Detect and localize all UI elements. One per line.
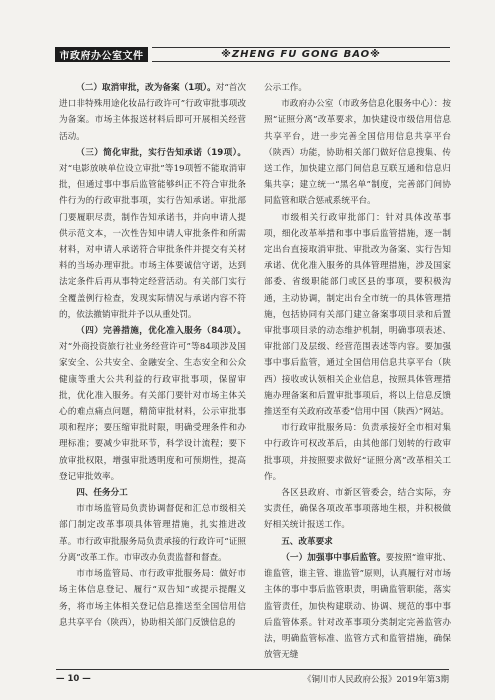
body-paragraph <box>264 96 451 209</box>
paragraph-lead: （一）加强事中事后监管。 <box>281 552 386 563</box>
paragraph-text: 市行政审批服务局：负责承接好全市相对集中行政许可权改革后，由其他部门划转的行政审批事项，并按照要求做好“证照分离”改革相关工作。 <box>264 423 451 482</box>
header-publication-title: ※ZHENG FU GONG BAO※ <box>152 47 450 62</box>
paragraph-text: 各区县政府、市新区管委会，结合实际，夯实责任，确保各项改革事项落地生根，并积极做好相关统计报送工作。 <box>264 488 451 531</box>
footer-divider <box>56 669 449 670</box>
body-paragraph <box>264 420 451 485</box>
section-heading: 五、改革要求 <box>281 536 333 547</box>
page-number: — 10 — <box>56 674 91 684</box>
publication-issue: 《铜川市人民政府公报》2019年第3期 <box>302 675 449 685</box>
body-paragraph <box>264 550 451 663</box>
page-footer <box>56 672 449 686</box>
body-paragraph: 公示工作。 <box>264 83 307 93</box>
paragraph-text: 对“外商投资旅行社业务经营许可”等84项涉及国家安全、公共安全、金融安全、生态安全和公众健康等重大公共利益的行政审批事项，保留审批，优化准入服务。有关部门要针对市场主体关心的难点痛点问题，精简审批材料，公示审批事项和程序；要压缩审批时限，明确受理条件和办理标准；要减少审批环节，科学设计流程；要下放审批权限，增强审批透明度和可预期性，提高登记审批效率。 <box>59 342 246 482</box>
body-paragraph <box>59 501 246 566</box>
body-paragraph <box>59 323 246 485</box>
body-paragraph <box>264 210 451 421</box>
page-header <box>55 47 450 62</box>
right-text-column <box>264 80 451 661</box>
paragraph-text: 市级相关行政审批部门：针对具体改革事项，细化改革举措和事中事后监管措施，逐一制定出台直接取消审批、审批改为备案、实行告知承诺、优化准入服务的具体管理措施，涉及国家部委、省级职能部门或区县的事项，要积极沟通，主动协调，制定出台全市统一的具体管理措施，包括协同有关部门建立备案事项目录和后置审批事项目录的动态维护机制，明确事项表述、审批部门及层级、经营范围表述等内容。要加强事中事后监管，通过全国信用信息共享平台（陕西）接收或认领相关企业信息，按照具体管理措施办理备案和后置审批事项后，将以上信息反馈推送至有关政府改革委“信用中国（陕西）”网站。 <box>264 212 451 418</box>
header-section-title: 市政府办公室文件 <box>55 47 148 62</box>
body-paragraph <box>59 145 246 323</box>
body-paragraph <box>59 566 246 631</box>
paragraph-lead: （二）取消审批，改为备案（1项）。 <box>76 83 216 93</box>
body-paragraph <box>264 485 451 534</box>
paragraph-text: 市市场监管局、市行政审批服务局：做好市场主体信息登记、履行“双告知”或提示提醒义务，将市场主体相关登记信息推送至全国信用信息共享平台（陕西），协助相关部门反馈信息的 <box>59 569 246 628</box>
paragraph-text: 市政府办公室（市政务信息化服务中心）：按照“证照分离”改革要求，加快建设市级信用信息共享平台，进一步完善全国信用信息共享平台（陕西）功能，协助相关部门做好信息搜集、传送工作，加快建立部门间信息互联互通和信息归集共享；建立统一“黑名单”制度，完善部门间协同监管和联合惩戒系统平台。 <box>264 99 451 207</box>
paragraph-text: 市市场监管局负责协调督促和汇总市级相关部门制定改革事项具体管理措施，扎实推进改革。市行政审批服务局负责承接的行政许可“证照分离”改革工作。市审改办负责监督和督查。 <box>59 504 246 563</box>
section-heading: 四、任务分工 <box>76 488 128 499</box>
paragraph-text: 对“电影放映单位设立审批”等19项暂不能取消审批，但通过事中事后监管能够纠正不符合审批条件行为的行政审批事项，实行告知承诺。审批部门要履职尽责，制作告知承诺书，并向申请人提供示范文本，一次性告知申请人审批条件和所需材料，对申请人承诺符合审批条件并提交有关材料的当场办理审批。市场主体要诚信守诺，达到法定条件后再从事特定经营活动。有关部门实行全覆盖例行检查，发现实际情况与承诺内容不符的，依法撤销审批并予以从重处罚。 <box>59 164 246 320</box>
left-text-column <box>59 80 246 635</box>
paragraph-lead: （四）完善措施，优化准入服务（84项）。 <box>76 326 246 337</box>
paragraph-lead: （三）简化审批，实行告知承诺（19项）。 <box>76 147 246 158</box>
paragraph-text: 对“首次进口非特殊用途化妆品行政许可”行政审批事项改为备案。市场主体报送材料后即可开展相关经营活动。 <box>59 83 246 142</box>
paragraph-text: 要按照“谁审批、谁监管，谁主管、谁监管”原则，认真履行对市场主体的事中事后监管职责，明确监管职能，落实监管责任，加快构建联动、协调、规范的事中事后监管体系。针对改革事项分类制定完善监管办法，明确监管标准、监管方式和监管措施，确保放管无缝 <box>264 552 451 661</box>
body-paragraph <box>59 80 246 145</box>
